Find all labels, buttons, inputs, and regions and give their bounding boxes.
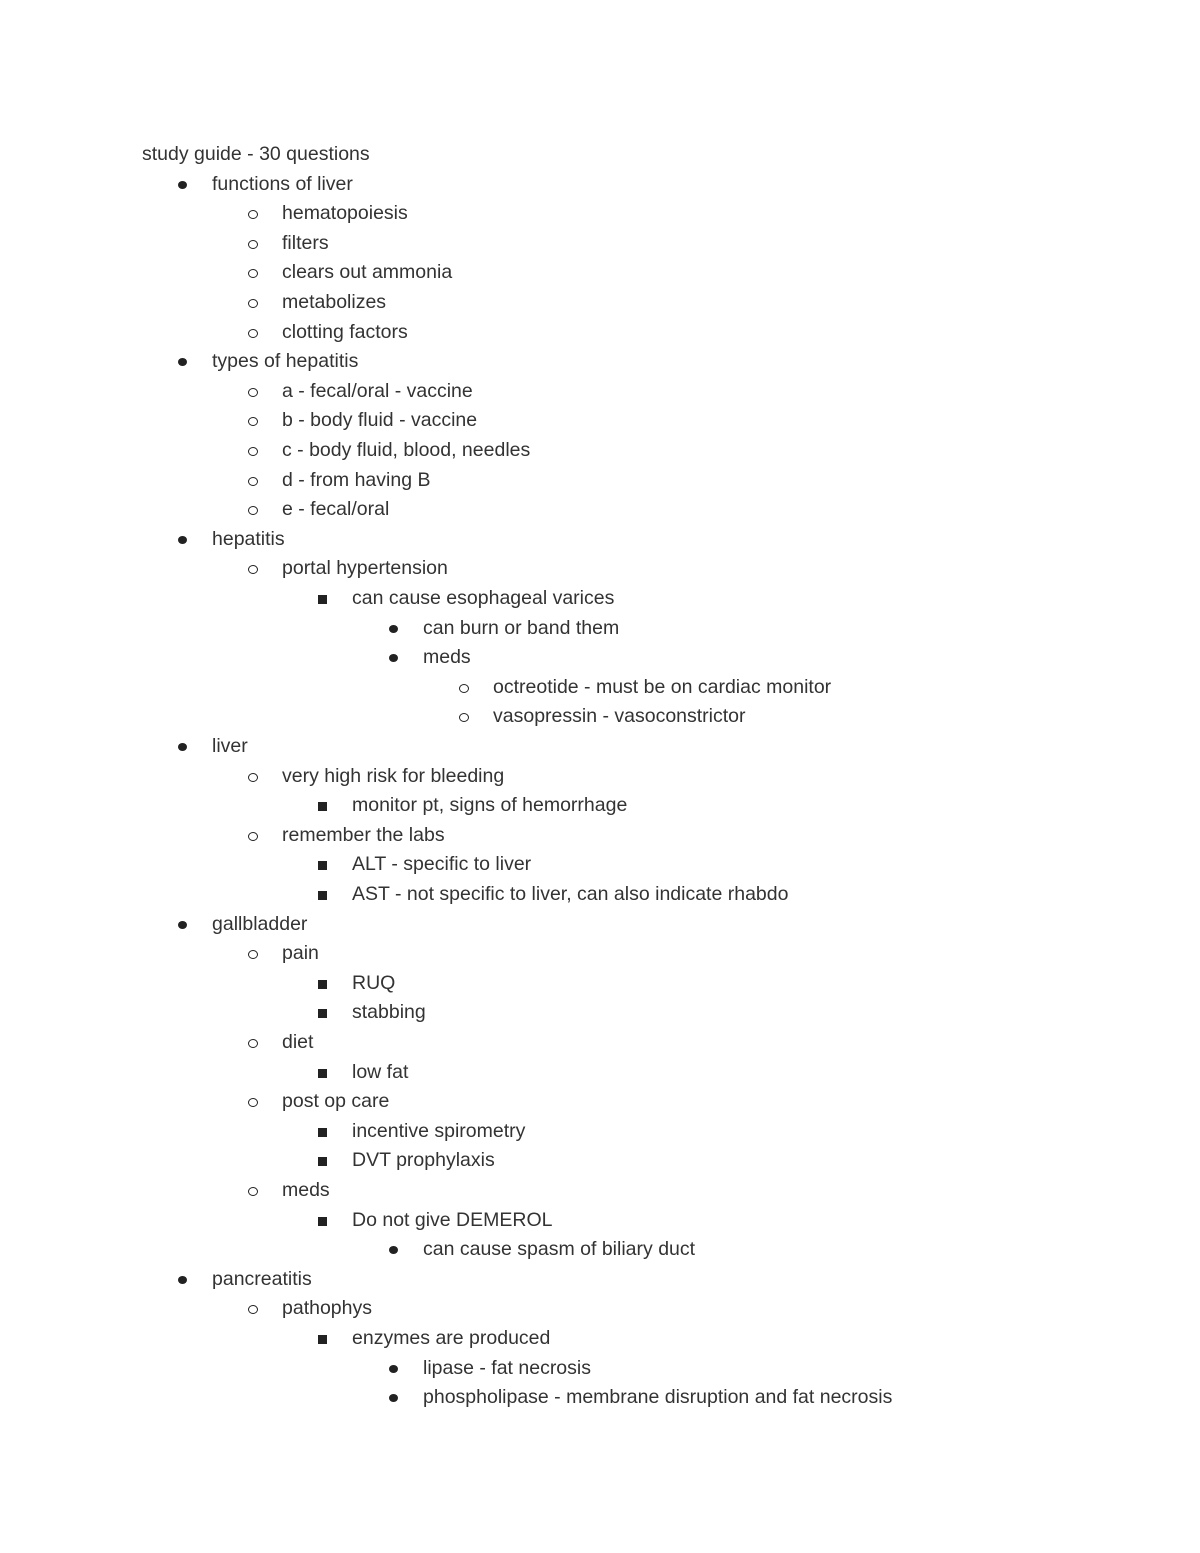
list-item <box>318 584 614 614</box>
list-item <box>318 850 531 880</box>
list-item-text: b - body fluid - vaccine <box>282 409 478 432</box>
list-item-text: can cause spasm of biliary duct <box>423 1238 696 1261</box>
square-bullet-icon <box>318 791 332 821</box>
filled-circle-bullet-icon <box>178 732 192 762</box>
list-item-text: hematopoiesis <box>282 202 408 225</box>
list-item-text: pain <box>282 942 319 965</box>
list-item-text: post op care <box>282 1090 390 1113</box>
list-item-text: c - body fluid, blood, needles <box>282 439 531 461</box>
list-item-text: filters <box>282 231 329 254</box>
list-item <box>248 495 389 525</box>
list-item <box>459 702 746 732</box>
list-item <box>248 1087 389 1117</box>
list-item-text: DVT prophylaxis <box>352 1149 495 1172</box>
list-item <box>318 1206 553 1236</box>
list-item-text: AST - not specific to liver, can also indicate rhabdo <box>352 883 789 905</box>
list-item-text: incentive spirometry <box>352 1119 526 1142</box>
list-item-text: meds <box>423 646 471 669</box>
hollow-circle-bullet-icon <box>248 318 262 348</box>
list-item-text: stabbing <box>352 1001 426 1024</box>
list-item <box>318 791 627 821</box>
list-item <box>178 525 285 555</box>
hollow-circle-bullet-icon <box>248 199 262 229</box>
list-item-text: monitor pt, signs of hemorrhage <box>352 794 628 817</box>
list-item <box>248 1294 372 1324</box>
hollow-circle-bullet-icon <box>248 229 262 259</box>
list-item <box>248 199 408 229</box>
list-item <box>178 910 307 940</box>
list-item-text: metabolizes <box>282 291 387 313</box>
list-item <box>248 554 448 584</box>
list-item <box>389 643 471 673</box>
hollow-circle-bullet-icon <box>248 1028 262 1058</box>
list-item-text: liver <box>212 735 248 757</box>
list-item-text: clotting factors <box>282 320 408 343</box>
list-item-text: can cause esophageal varices <box>352 587 615 609</box>
list-item-text: functions of liver <box>212 172 353 195</box>
hollow-circle-bullet-icon <box>248 406 262 436</box>
list-item-text: a - fecal/oral - vaccine <box>282 379 473 402</box>
list-item <box>389 1383 892 1413</box>
filled-circle-bullet-icon <box>178 1265 192 1295</box>
list-item-text: Do not give DEMEROL <box>352 1208 553 1231</box>
list-item-text: meds <box>282 1179 330 1201</box>
list-item-text: clears out ammonia <box>282 261 453 284</box>
list-item <box>248 466 430 496</box>
list-item-text: e - fecal/oral <box>282 498 390 521</box>
list-item <box>178 732 248 762</box>
filled-circle-bullet-icon <box>389 643 403 673</box>
hollow-circle-bullet-icon <box>459 702 473 732</box>
square-bullet-icon <box>318 850 332 880</box>
list-item <box>389 614 619 644</box>
list-item <box>248 406 477 436</box>
list-item <box>248 377 473 407</box>
list-item <box>248 1176 330 1206</box>
square-bullet-icon <box>318 880 332 910</box>
square-bullet-icon <box>318 1117 332 1147</box>
list-item-text: ALT - specific to liver <box>352 853 532 876</box>
list-item <box>248 436 530 466</box>
list-item <box>248 318 408 348</box>
list-item-text: low fat <box>352 1060 409 1083</box>
list-item-text: phospholipase - membrane disruption and fat necrosis <box>423 1386 893 1409</box>
filled-circle-bullet-icon <box>178 170 192 200</box>
square-bullet-icon <box>318 969 332 999</box>
list-item <box>459 673 831 703</box>
list-item <box>248 258 452 288</box>
hollow-circle-bullet-icon <box>248 288 262 318</box>
list-item <box>318 969 395 999</box>
list-item <box>389 1235 695 1265</box>
filled-circle-bullet-icon <box>178 525 192 555</box>
hollow-circle-bullet-icon <box>248 258 262 288</box>
list-item-text: octreotide - must be on cardiac monitor <box>493 675 832 698</box>
filled-circle-bullet-icon <box>389 1235 403 1265</box>
list-item-text: enzymes are produced <box>352 1327 551 1349</box>
filled-circle-bullet-icon <box>389 614 403 644</box>
list-item <box>318 880 788 910</box>
list-item <box>248 939 319 969</box>
list-item-text: gallbladder <box>212 912 308 935</box>
list-item-text: diet <box>282 1031 314 1053</box>
list-item <box>248 229 329 259</box>
hollow-circle-bullet-icon <box>459 673 473 703</box>
list-item <box>389 1354 591 1384</box>
list-item <box>318 998 426 1028</box>
hollow-circle-bullet-icon <box>248 1087 262 1117</box>
square-bullet-icon <box>318 584 332 614</box>
square-bullet-icon <box>318 1324 332 1354</box>
list-item-text: lipase - fat necrosis <box>423 1356 591 1379</box>
square-bullet-icon <box>318 998 332 1028</box>
list-item-text: vasopressin - vasoconstrictor <box>493 705 746 728</box>
list-item-text: d - from having B <box>282 468 431 491</box>
list-item <box>248 288 386 318</box>
list-item-text: types of hepatitis <box>212 350 359 373</box>
list-item <box>178 347 358 377</box>
list-item <box>178 1265 312 1295</box>
square-bullet-icon <box>318 1058 332 1088</box>
list-item-text: remember the labs <box>282 823 445 846</box>
filled-circle-bullet-icon <box>178 347 192 377</box>
hollow-circle-bullet-icon <box>248 495 262 525</box>
list-item-text: can burn or band them <box>423 616 620 639</box>
square-bullet-icon <box>318 1146 332 1176</box>
document-title: study guide - 30 questions <box>142 143 370 165</box>
list-item <box>318 1324 550 1354</box>
hollow-circle-bullet-icon <box>248 554 262 584</box>
hollow-circle-bullet-icon <box>248 821 262 851</box>
filled-circle-bullet-icon <box>389 1383 403 1413</box>
hollow-circle-bullet-icon <box>248 466 262 496</box>
list-item-text: hepatitis <box>212 527 285 550</box>
hollow-circle-bullet-icon <box>248 377 262 407</box>
list-item-text: pathophys <box>282 1297 372 1320</box>
list-item-text: portal hypertension <box>282 557 448 580</box>
list-item <box>248 762 504 792</box>
list-item <box>318 1117 525 1147</box>
list-item <box>318 1146 495 1176</box>
hollow-circle-bullet-icon <box>248 762 262 792</box>
filled-circle-bullet-icon <box>178 910 192 940</box>
list-item-text: very high risk for bleeding <box>282 764 505 787</box>
square-bullet-icon <box>318 1206 332 1236</box>
hollow-circle-bullet-icon <box>248 1176 262 1206</box>
list-item <box>248 1028 313 1058</box>
hollow-circle-bullet-icon <box>248 436 262 466</box>
list-item-text: RUQ <box>352 971 396 994</box>
hollow-circle-bullet-icon <box>248 1294 262 1324</box>
hollow-circle-bullet-icon <box>248 939 262 969</box>
filled-circle-bullet-icon <box>389 1354 403 1384</box>
list-item-text: pancreatitis <box>212 1267 312 1290</box>
list-item <box>248 821 445 851</box>
list-item <box>178 170 353 200</box>
list-item <box>318 1058 408 1088</box>
